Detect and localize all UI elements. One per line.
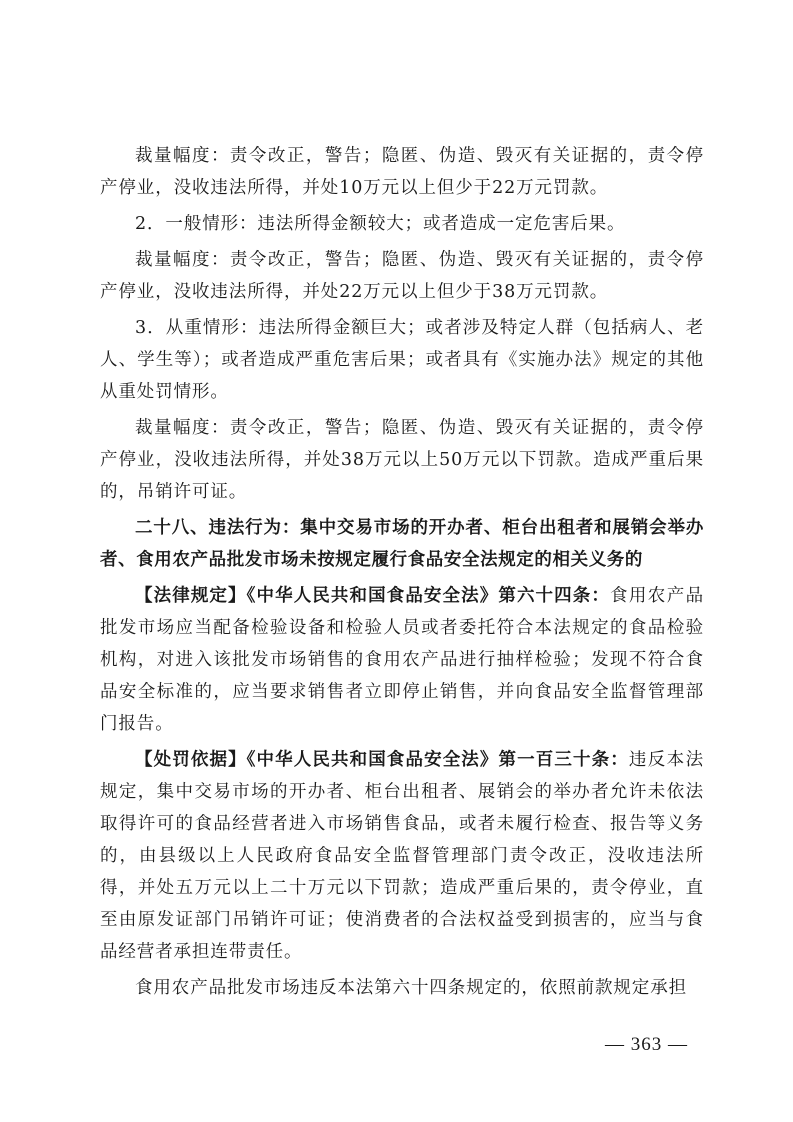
paragraph-text: 裁量幅度：责令改正，警告；隐匿、伪造、毁灭有关证据的，责令停产停业，没收违法所得，并处38万元以上50万元以下罚款。造成严重后果的，吊销许可证。 — [100, 418, 704, 502]
paragraph-text: 2．一般情形：违法所得金额较大；或者造成一定危害后果。 — [135, 214, 626, 234]
section-heading — [100, 512, 704, 576]
paragraph-text: 违反本法规定，集中交易市场的开办者、柜台出租者、展销会的举办者允许未依法取得许可的食品经营者进入市场销售食品，或者未履行检查、报告等义务的，由县级以上人民政府食品安全监督管理部门责令改正，没收违法所得，并处五万元以上二十万元以下罚款；造成严重后果的，责令停业，直至由原发证部门吊销许可证；使消费者的合法权益受到损害的，应当与食品经营者承担连带责任。 — [100, 750, 704, 962]
paragraph-text: 3．从重情形：违法所得金额巨大；或者涉及特定人群（包括病人、老人、学生等）；或者造成严重危害后果；或者具有《实施办法》规定的其他从重处罚情形。 — [100, 318, 704, 402]
paragraph — [100, 208, 704, 240]
paragraph-text: 裁量幅度：责令改正，警告；隐匿、伪造、毁灭有关证据的，责令停产停业，没收违法所得，并处10万元以上但少于22万元罚款。 — [100, 146, 704, 198]
paragraph-lead: 【法律规定】《中华人民共和国食品安全法》第六十四条： — [135, 586, 610, 606]
paragraph-text: 裁量幅度：责令改正，警告；隐匿、伪造、毁灭有关证据的，责令停产停业，没收违法所得，并处22万元以上但少于38万元罚款。 — [100, 250, 704, 302]
paragraph-lead: 【处罚依据】《中华人民共和国食品安全法》第一百三十条： — [135, 750, 629, 770]
paragraph-text: 食用农产品批发市场违反本法第六十四条规定的，依照前款规定承担 — [135, 978, 687, 998]
paragraph — [100, 972, 704, 1004]
paragraph — [100, 140, 704, 204]
page-number: — 363 — — [605, 1034, 688, 1055]
body-text — [100, 140, 704, 1008]
paragraph-text: 食用农产品批发市场应当配备检验设备和检验人员或者委托符合本法规定的食品检验机构，对进入该批发市场销售的食用农产品进行抽样检验；发现不符合食品安全标准的，应当要求销售者立即停止销售，并向食品安全监督管理部门报告。 — [100, 586, 705, 734]
paragraph-lead: 二十八、违法行为：集中交易市场的开办者、柜台出租者和展销会举办者、食用农产品批发市场未按规定履行食品安全法规定的相关义务的 — [100, 518, 704, 570]
paragraph — [100, 580, 704, 740]
paragraph — [100, 244, 704, 308]
paragraph — [100, 744, 704, 968]
paragraph — [100, 312, 704, 408]
paragraph — [100, 412, 704, 508]
